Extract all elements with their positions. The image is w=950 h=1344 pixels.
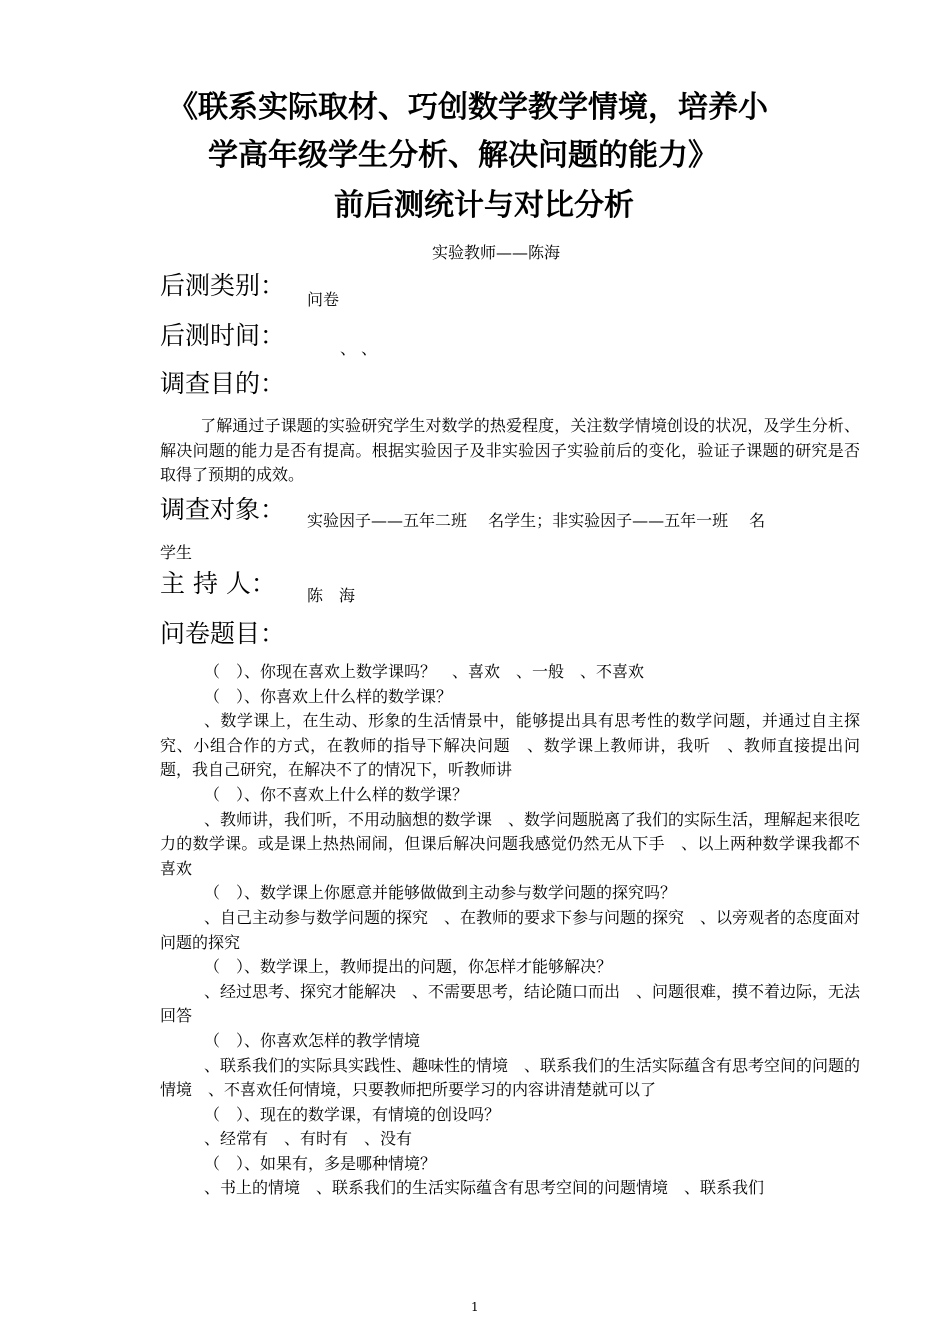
- target-value-cont: 学生: [160, 543, 193, 562]
- title-line-2: 学高年级学生分析、解决问题的能力》: [208, 138, 718, 173]
- page-number: 1: [471, 1300, 479, 1314]
- time-value: 、 、: [340, 339, 378, 358]
- option-paragraph: 、经过思考、探究才能解决 、不需要思考，结论随口而出 、问题很难，摸不着边际，无法回答: [160, 981, 861, 1026]
- title-line-1: 《联系实际取材、巧创数学教学情境，培养小: [168, 90, 768, 125]
- target-label: 调查对象：: [160, 495, 286, 524]
- option-paragraph: 、书上的情境 、联系我们的生活实际蕴含有思考空间的问题情境 、联系我们: [204, 1178, 765, 1198]
- time-label: 后测时间：: [160, 321, 286, 350]
- questions-label: 问卷题目：: [160, 619, 286, 648]
- question-item: （ ）、你不喜欢上什么样的数学课？: [204, 784, 469, 804]
- option-paragraph: 、经常有 、有时有 、没有: [204, 1129, 413, 1149]
- category-label: 后测类别：: [160, 271, 286, 300]
- question-item: （ ）、你喜欢上什么样的数学课？: [204, 686, 453, 706]
- host-label: 主 持 人：: [160, 569, 276, 598]
- question-item: （ ）、你喜欢怎样的教学情境: [204, 1030, 421, 1050]
- title-line-3: 前后测统计与对比分析: [334, 188, 634, 223]
- author-line: 实验教师——陈海: [432, 243, 561, 262]
- purpose-text: 了解通过子课题的实验研究学生对数学的热爱程度，关注数学情境创设的状况，及学生分析、解决问题的能力是否有提高。根据实验因子及非实验因子实验前后的变化，验证子课题的研究是否取得了预期的成效。: [160, 416, 860, 484]
- purpose-label: 调查目的：: [160, 369, 286, 398]
- question-item: （ ）、数学课上你愿意并能够做做到主动参与数学问题的探究吗？: [204, 883, 677, 903]
- category-value: 问卷: [307, 290, 340, 309]
- target-value: 实验因子——五年二班 名学生；非实验因子——五年一班 名: [307, 511, 766, 530]
- questionnaire-list: [160, 660, 860, 1201]
- option-paragraph: 、教师讲，我们听，不用动脑想的数学课 、数学问题脱离了我们的实际生活，理解起来很吃力的数学课。或是课上热热闹闹，但课后解决问题我感觉仍然无从下手 、以上两种数学课我都不喜欢: [160, 809, 861, 878]
- option-paragraph: 、联系我们的实际具实践性、趣味性的情境 、联系我们的生活实际蕴含有思考空间的问题的情境 、不喜欢任何情境，只要教师把所要学习的内容讲清楚就可以了: [160, 1055, 861, 1100]
- host-value: 陈 海: [307, 586, 356, 605]
- option-paragraph: 、数学课上，在生动、形象的生活情景中，能够提出具有思考性的数学问题，并通过自主探究、小组合作的方式，在教师的指导下解决问题 、数学课上教师讲，我听 、教师直接提出问题，我自己研究，在解决不了的情况下，听教师讲: [160, 711, 860, 780]
- question-item: （ ）、如果有，多是哪种情境？: [204, 1153, 437, 1173]
- question-item: （ ）、你现在喜欢上数学课吗？ 、喜欢 、一般 、不喜欢: [204, 662, 645, 681]
- option-paragraph: 、自己主动参与数学问题的探究 、在教师的要求下参与问题的探究 、以旁观者的态度面对问题的探究: [160, 907, 861, 952]
- question-item: （ ）、数学课上，教师提出的问题，你怎样才能够解决？: [204, 957, 613, 977]
- question-item: （ ）、现在的数学课，有情境的创设吗？: [204, 1104, 501, 1124]
